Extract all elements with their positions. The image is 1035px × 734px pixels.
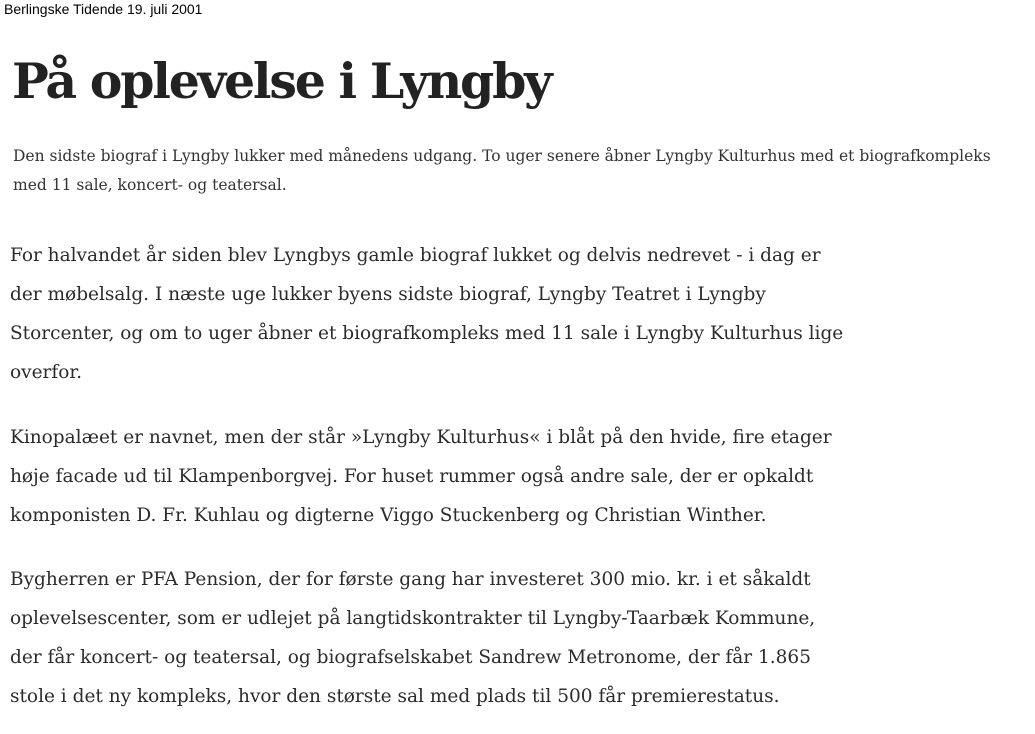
paragraph-line: høje facade ud til Klampenborgvej. For huset rummer også andre sale, der er opkaldt [10, 466, 814, 487]
source-caption: Berlingske Tidende 19. juli 2001 [4, 1, 203, 17]
body-paragraph [10, 418, 832, 535]
paragraph-line: overfor. [10, 362, 83, 383]
body-paragraph [10, 560, 815, 716]
body-paragraph [10, 236, 843, 392]
article-headline: På oplevelse i Lyngby [12, 52, 551, 110]
paragraph-line: komponisten D. Fr. Kuhlau og digterne Viggo Stuckenberg og Christian Winther. [10, 505, 767, 526]
paragraph-line: Kinopalæet er navnet, men der står »Lyngby Kulturhus« i blåt på den hvide, fire etager [10, 427, 832, 448]
paragraph-line: der møbelsalg. I næste uge lukker byens sidste biograf, Lyngby Teatret i Lyngby [10, 284, 766, 305]
paragraph-line: Bygherren er PFA Pension, der for første gang har investeret 300 mio. kr. i et såkaldt [10, 569, 811, 590]
paragraph-line: Storcenter, og om to uger åbner et biografkompleks med 11 sale i Lyngby Kulturhus lige [10, 323, 844, 344]
lede-line: med 11 sale, koncert- og teatersal. [13, 176, 287, 194]
paragraph-line: oplevelsescenter, som er udlejet på langtidskontrakter til Lyngby-Taarbæk Kommune, [10, 608, 816, 629]
paragraph-line: stole i det ny kompleks, hvor den største sal med plads til 500 får premierestatus. [10, 686, 780, 707]
paragraph-line: For halvandet år siden blev Lyngbys gamle biograf lukket og delvis nedrevet - i dag er [10, 245, 821, 266]
lede-line: Den sidste biograf i Lyngby lukker med månedens udgang. To uger senere åbner Lyngby Kulturhus med et biografkompleks [13, 147, 991, 165]
paragraph-line: der får koncert- og teatersal, og biografselskabet Sandrew Metronome, der får 1.865 [10, 647, 811, 668]
article-lede [13, 142, 1031, 200]
